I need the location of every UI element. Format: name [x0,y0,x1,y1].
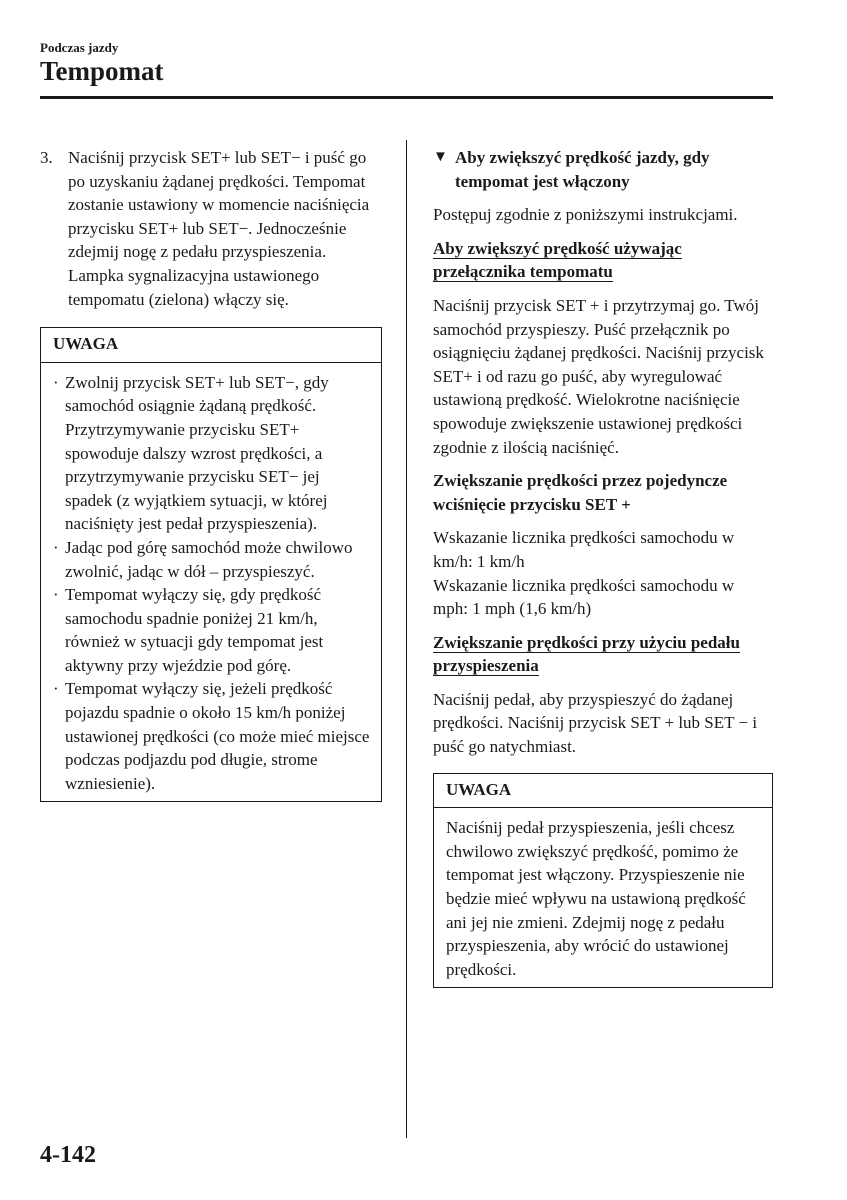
note-bullet [53,677,371,795]
note-bullet-text: Zwolnij przycisk SET+ lub SET−, gdy samochód osiągnie żądaną prędkość. Przytrzymywanie przycisku SET+ spowoduje dalszy wzrost prędkości, a przytrzymywanie przycisku SET− jej spadek (z wyjątkiem sytuacji, w której naciśnięty jest pedał przyspieszenia). [65,372,329,534]
bullet-dot: · [53,585,59,605]
right-column [433,146,773,988]
heading-switch [433,237,773,284]
heading-switch-text: Aby zwiększyć prędkość używając przełącznika tempomatu [433,238,682,282]
intro-text: Postępuj zgodnie z poniższymi instrukcjami. [433,205,738,225]
note-heading: UWAGA [434,774,772,809]
pedal-text: Naciśnij pedał, aby przyspieszyć do żądanej prędkości. Naciśnij przycisk SET + lub SET − i puść go natychmiast. [433,689,758,757]
bullet-dot: · [53,537,59,557]
note-box-right [433,773,773,989]
note-box-left [40,327,382,802]
subheading-text: Aby zwiększyć prędkość jazdy, gdy tempomat jest włączony [455,148,710,191]
subheading [433,146,773,193]
note-heading: UWAGA [41,328,381,363]
heading-single-press: Zwiększanie prędkości przez pojedyncze wciśnięcie przycisku SET + [433,471,728,514]
note-bullet [53,536,371,583]
left-column [40,146,382,802]
note-body: Naciśnij pedał przyspieszenia, jeśli chcesz chwilowo zwiększyć prędkość, pomimo że tempomat jest włączony. Przyspieszenie nie będzie mieć wpływu na ustawioną prędkość ani jej nie zmieni. Zdejmij nogę z pedału przyspieszenia, aby wrócić do ustawionej prędkości. [446,818,746,979]
page-title: Tempomat [40,56,164,86]
note-bullet-text: Tempomat wyłączy się, jeżeli prędkość pojazdu spadnie o około 15 km/h poniżej ustawionej prędkości (co może mieć miejsce podczas podjazdu pod długie, strome wzniesienie). [65,679,370,793]
step-3 [40,146,382,311]
single-line-mph: Wskazanie licznika prędkości samochodu w mph: 1 mph (1,6 km/h) [433,575,735,619]
note-bullet-text: Tempomat wyłączy się, gdy prędkość samochodu spadnie poniżej 21 km/h, również w sytuacji gdy tempomat jest aktywny przy wjeździe pod górę. [65,585,324,675]
note-bullet [53,583,371,677]
column-divider [406,140,407,1138]
switch-text: Naciśnij przycisk SET + i przytrzymaj go. Twój samochód przyspieszy. Puść przełącznik po osiągnięciu żądanej prędkości. Naciśnij przycisk SET+ i od razu go puść, aby wyregulować ustawioną prędkość. Wielokrotne naciśnięcie spowoduje zwiększenie ustawionej prędkości zgodnie z ilością naciśnięć. [433,295,764,457]
bullet-dot: · [53,679,59,699]
page-number: 4-142 [40,1142,96,1168]
triangle-down-icon: ▼ [433,149,448,165]
heading-pedal-text: Zwiększanie prędkości przy użyciu pedału przyspieszenia [433,632,740,676]
note-body [41,363,381,802]
step-number: 3. [40,148,53,167]
note-bullet-text: Jadąc pod górę samochód może chwilowo zwolnić, jadąc w dół – przyspieszyć. [65,537,353,581]
bullet-dot: · [53,372,59,392]
section-label: Podczas jazdy [40,40,119,55]
heading-pedal [433,631,773,678]
note-bullet [53,371,371,536]
header-rule [40,96,773,99]
step-text: Naciśnij przycisk SET+ lub SET− i puść go po uzyskaniu żądanej prędkości. Tempomat zostanie ustawiony w momencie naciśnięcia przycisku SET+ lub SET−. Jednocześnie zdejmij nogę z pedału przyspieszenia. Lampka sygnalizacyjna ustawionego tempomatu (zielona) włączy się. [68,148,370,309]
single-line-kmh: Wskazanie licznika prędkości samochodu w km/h: 1 km/h [433,528,735,571]
